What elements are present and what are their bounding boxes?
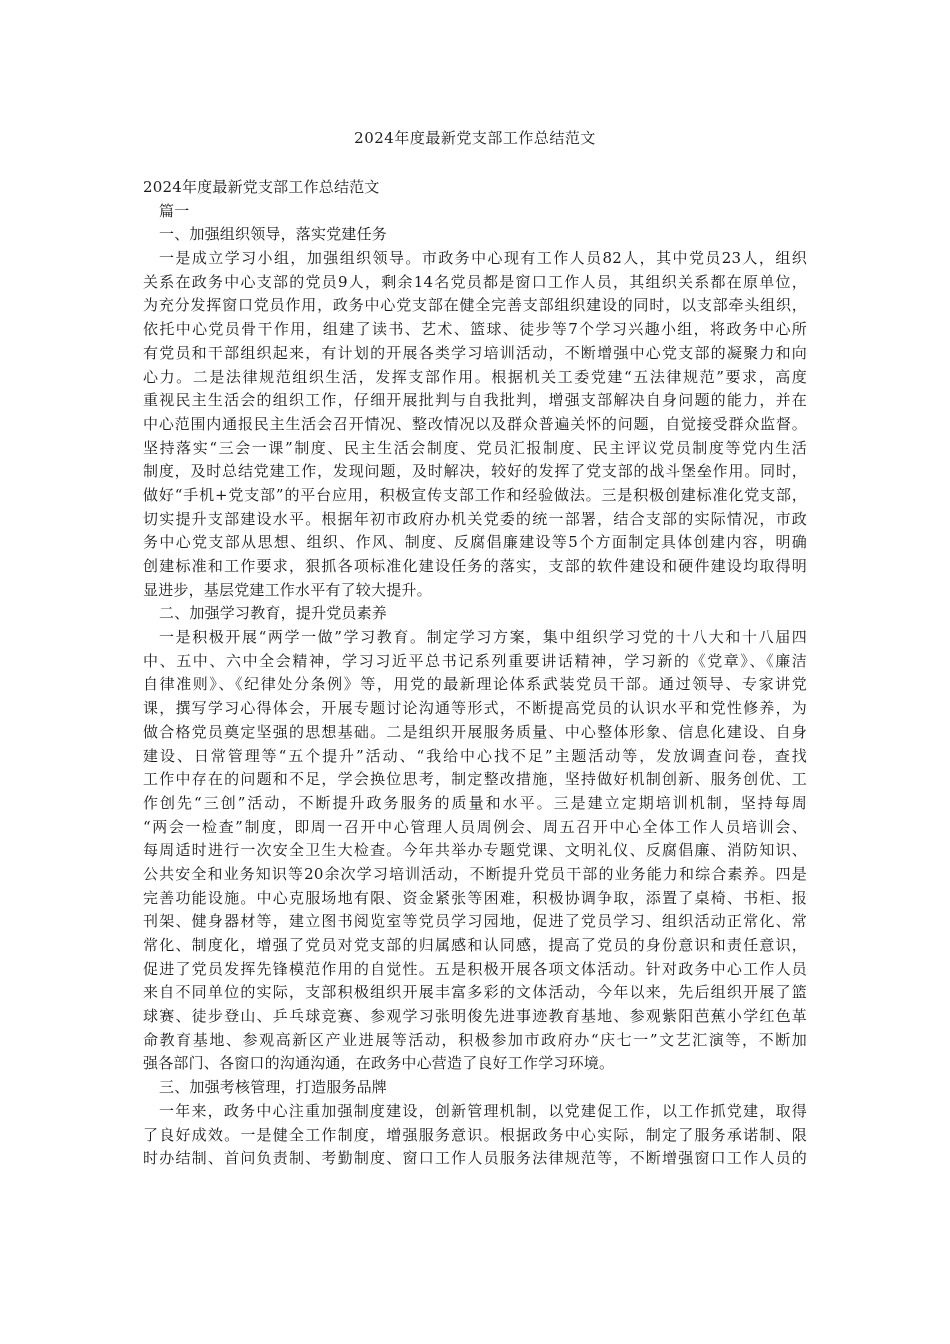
paragraph-first-line: 一年来，政务中心注重加强制度建设，创新管理机制，以党建促工作，以工作抓党建，取得 [159, 1101, 807, 1120]
paragraph-line: 课，撰写学习心得体会，开展专题讨论沟通等形式，不断提高党员的认识水平和党性修养，为 [143, 699, 807, 718]
paragraph-line: 务中心党支部从思想、组织、作风、制度、反腐倡廉建设等5个方面制定具体创建内容，明确 [143, 533, 807, 552]
document-body [143, 176, 807, 1171]
paragraph-line: 完善功能设施。中心克服场地有限、资金紧张等困难，积极协调争取，添置了桌椅、书柜、报 [143, 888, 807, 907]
paragraph-line: 为充分发挥窗口党员作用，政务中心党支部在健全完善支部组织建设的同时，以支部牵头组织， [143, 296, 807, 315]
paragraph-line: 常化、制度化，增强了党员对党支部的归属感和认同感，提高了党员的身份意识和责任意识， [143, 936, 807, 954]
section-heading: 篇一 [159, 201, 190, 220]
paragraph-last-line: 强各部门、各窗口的沟通沟通，在政务中心营造了良好工作学习环境。 [143, 1054, 615, 1073]
paragraph-line: 关系在政务中心支部的党员9人，剩余14名党员都是窗口工作人员，其组织关系都在原单位， [143, 272, 807, 291]
paragraph-line: 工作中存在的问题和不足，学会换位思考，制定整改措施，坚持做好机制创新、服务创优、工 [143, 770, 807, 789]
paragraph-line: 作创先“三创”活动，不断提升政务服务的质量和水平。三是建立定期培训机制，坚持每周 [143, 793, 807, 812]
paragraph-line: 自律准则》、《纪律处分条例》等，用党的最新理论体系武装党员干部。通过领导、专家讲党 [143, 675, 807, 694]
paragraph-line: “两会一检查”制度，即周一召开中心管理人员周例会、周五召开中心全体工作人员培训会、 [143, 817, 807, 836]
paragraph-line: 来自不同单位的实际，支部积极组织开展丰富多彩的文体活动，今年以来，先后组织开展了篮 [143, 983, 807, 1002]
paragraph-line: 重视民主生活会的组织工作，仔细开展批判与自我批判，增强支部解决自身问题的能力，并在 [143, 391, 807, 410]
paragraph-line: 切实提升支部建设水平。根据年初市政府办机关党委的统一部署，结合支部的实际情况，市政 [143, 509, 807, 528]
paragraph-line: 依托中心党员骨干作用，组建了读书、艺术、篮球、徒步等7个学习兴趣小组，将政务中心所 [143, 320, 807, 339]
paragraph-line: 球赛、徒步登山、乒乓球竞赛、参观学习张明俊先进事迹教育基地、参观紫阳芭蕉小学红色革 [143, 1007, 807, 1026]
paragraph-line: 时办结制、首问负责制、考勤制度、窗口工作人员服务法律规范等，不断增强窗口工作人员的 [143, 1149, 807, 1168]
paragraph-line: 心力。二是法律规范组织生活，发挥支部作用。根据机关工委党建“五法律规范”要求，高度 [143, 367, 807, 386]
body-title-line: 2024年度最新党支部工作总结范文 [143, 178, 380, 196]
paragraph-line: 每周适时进行一次安全卫生大检查。今年共举办专题党课、文明礼仪、反腐倡廉、消防知识、 [143, 841, 807, 860]
section-heading: 二、加强学习教育，提升党员素养 [159, 604, 388, 623]
paragraph-last-line: 显进步，基层党建工作水平有了较大提升。 [143, 580, 432, 599]
paragraph-line: 中心范围内通报民主生活会召开情况、整改情况以及群众普遍关怀的问题，自觉接受群众监督。 [143, 414, 807, 433]
paragraph-line: 制度，及时总结党建工作，发现问题，及时解决，较好的发挥了党支部的战斗堡垒作用。同时， [143, 462, 807, 481]
paragraph-line: 建设、日常管理等“五个提升”活动、“我给中心找不足”主题活动等，发放调查问卷，查找 [143, 746, 807, 765]
paragraph-first-line: 一是成立学习小组，加强组织领导。市政务中心现有工作人员82人，其中党员23人，组织 [159, 249, 807, 268]
section-heading: 三、加强考核管理，打造服务品牌 [159, 1078, 388, 1097]
paragraph-line: 促进了党员发挥先锋模范作用的自觉性。五是积极开展各项文体活动。针对政务中心工作人员 [143, 959, 807, 978]
paragraph-line: 刊架、健身器材等，建立图书阅览室等党员学习园地，促进了党员学习、组织活动正常化、常 [143, 912, 807, 931]
paragraph-line: 公共安全和业务知识等20余次学习培训活动，不断提升党员干部的业务能力和综合素养。四是 [143, 864, 807, 883]
paragraph-line: 创建标准和工作要求，狠抓各项标准化建设任务的落实，支部的软件建设和硬件建设均取得明 [143, 557, 807, 575]
document-title: 2024年度最新党支部工作总结范文 [354, 129, 596, 147]
paragraph-line: 做好“手机+党支部”的平台应用，积极宣传支部工作和经验做法。三是积极创建标准化党支部， [143, 485, 807, 504]
paragraph-line: 命教育基地、参观高新区产业进展等活动，积极参加市政府办“庆七一”文艺汇演等，不断加 [143, 1030, 807, 1049]
paragraph-line: 有党员和干部组织起来，有计划的开展各类学习培训活动，不断增强中心党支部的凝聚力和向 [143, 343, 807, 362]
paragraph-line: 中、五中、六中全会精神，学习习近平总书记系列重要讲话精神，学习新的《党章》、《廉洁 [143, 651, 807, 670]
paragraph-line: 做合格党员奠定坚强的思想基础。二是组织开展服务质量、中心整体形象、信息化建设、自身 [143, 722, 807, 741]
section-heading: 一、加强组织领导，落实党建任务 [159, 225, 388, 244]
paragraph-first-line: 一是积极开展“两学一做”学习教育。制定学习方案，集中组织学习党的十八大和十八届四 [159, 628, 807, 647]
paragraph-line: 坚持落实“三会一课”制度、民主生活会制度、党员汇报制度、民主评议党员制度等党内生活 [143, 438, 807, 457]
paragraph-line: 了良好成效。一是健全工作制度，增强服务意识。根据政务中心实际，制定了服务承诺制、限 [143, 1125, 807, 1144]
